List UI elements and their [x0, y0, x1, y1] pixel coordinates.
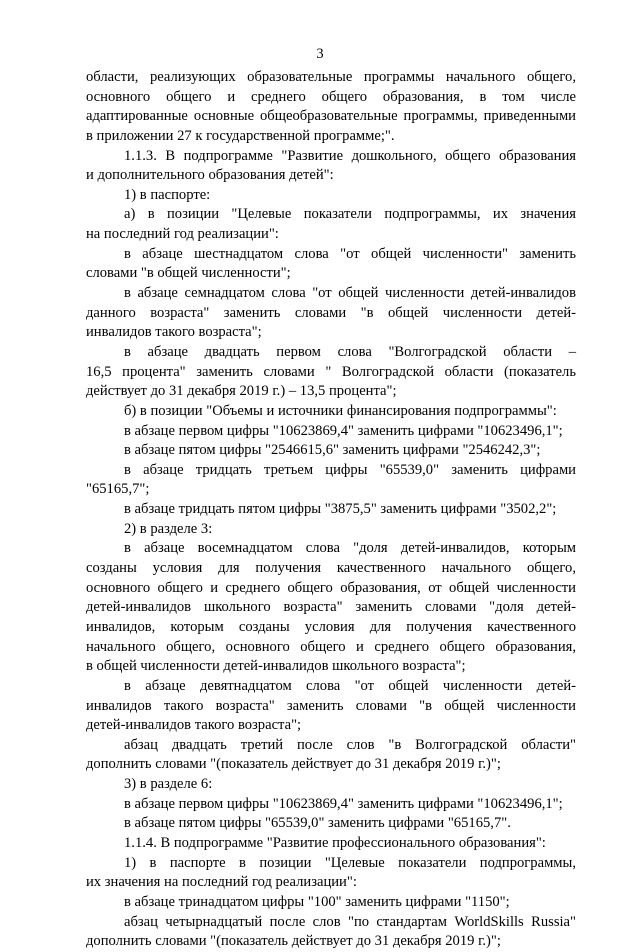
text-line: созданы условия для получения качественного начального общего, [86, 560, 576, 577]
text-line: в абзаце тридцать третьем цифры "65539,0" заменить цифрами [124, 461, 576, 478]
text-line: детей-инвалидов такого возраста"; [86, 717, 302, 734]
document-text [86, 68, 576, 952]
text-line: "65165,7"; [86, 481, 150, 498]
text-line: в абзаце пятом цифры "65539,0" заменить цифрами "65165,7". [124, 815, 511, 832]
text-line: инвалидов, которым созданы условия для получения качественного [86, 618, 576, 635]
text-line: и дополнительного образования детей": [86, 167, 334, 184]
page-number: 3 [316, 46, 324, 62]
text-line: в абзаце семнадцатом слова "от общей численности детей-инвалидов [124, 285, 576, 302]
text-line: в абзаце тридцать пятом цифры "3875,5" заменить цифрами "3502,2"; [124, 501, 557, 518]
text-line: области, реализующих образовательные программы начального общего, [86, 69, 576, 85]
text-line: 16,5 процента" заменить словами " Волгоградской области (показатель [86, 363, 576, 380]
text-line: б) в позиции "Объемы и источники финансирования подпрограммы": [124, 402, 557, 419]
text-line: дополнить словами "(показатель действует до 31 декабря 2019 г.)"; [86, 933, 501, 950]
text-line: основного общего и среднего общего образования, в том числе [86, 88, 576, 105]
text-line: 2) в разделе 3: [124, 520, 213, 537]
text-line: 1.1.3. В подпрограмме "Развитие дошкольного, общего образования [124, 147, 576, 164]
text-line: их значения на последний год реализации": [86, 874, 357, 891]
text-line: действует до 31 декабря 2019 г.) – 13,5 процента"; [86, 383, 397, 400]
text-line: на последний год реализации": [86, 226, 279, 243]
text-line: 1) в паспорте в позиции "Целевые показатели подпрограммы, [124, 854, 576, 871]
text-line: в абзаце восемнадцатом слова "доля детей-инвалидов, которым [124, 540, 576, 557]
text-line: 3) в разделе 6: [124, 776, 213, 793]
text-line: в абзаце тринадцатом цифры "100" заменить цифрами "1150"; [124, 893, 510, 910]
text-line: данного возраста" заменить словами "в общей численности детей- [86, 304, 576, 321]
text-line: дополнить словами "(показатель действует до 31 декабря 2019 г.)"; [86, 756, 501, 773]
text-line: в абзаце первом цифры "10623869,4" заменить цифрами "10623496,1"; [124, 422, 563, 439]
text-line: в абзаце двадцать первом слова "Волгоградской области – [124, 343, 576, 360]
text-line: в абзаце пятом цифры "2546615,6" заменить цифрами "2546242,3"; [124, 442, 541, 459]
text-line: абзац четырнадцатый после слов "по стандартам WorldSkills Russia" [124, 913, 576, 930]
text-line: адаптированные основные общеобразовательные программы, приведенными [86, 108, 576, 125]
text-line: в абзаце девятнадцатом слова "от общей численности детей- [124, 677, 576, 694]
text-line: в абзаце первом цифры "10623869,4" заменить цифрами "10623496,1"; [124, 795, 563, 812]
text-line: детей-инвалидов школьного возраста" заменить словами "доля детей- [86, 599, 576, 616]
text-line: абзац двадцать третий после слов "в Волгоградской области" [124, 736, 576, 753]
text-line: а) в позиции "Целевые показатели подпрограммы, их значения [124, 206, 576, 223]
text-line: 1) в паспорте: [124, 186, 211, 203]
text-line: инвалидов такого возраста" заменить словами "в общей численности [86, 697, 576, 714]
text-line: 1.1.4. В подпрограмме "Развитие профессионального образования": [124, 834, 546, 851]
text-line: начального общего, основного общего и среднего общего образования, [86, 638, 576, 655]
text-line: словами "в общей численности"; [86, 265, 291, 282]
text-line: основного общего и среднего общего образования, от общей численности [86, 579, 576, 596]
text-line: в абзаце шестнадцатом слова "от общей численности" заменить [124, 245, 576, 262]
text-line: в общей численности детей-инвалидов школьного возраста"; [86, 658, 466, 675]
text-line: инвалидов такого возраста"; [86, 324, 262, 341]
text-line: в приложении 27 к государственной программе;". [86, 127, 395, 144]
